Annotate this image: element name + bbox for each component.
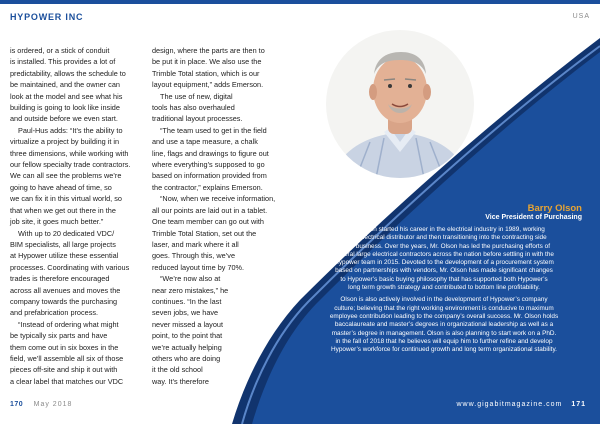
portrait-photo	[326, 30, 474, 178]
profile-bio	[306, 226, 582, 354]
text-line: seven jobs, we have	[152, 308, 219, 318]
text-line: processes. Coordinating with various	[10, 262, 130, 272]
text-line: be maintained, and the owner can	[10, 80, 120, 90]
left-eye	[388, 84, 392, 88]
country-label: USA	[572, 13, 590, 20]
issue-date: May 2018	[33, 401, 73, 408]
text-line: One team member can go out with	[152, 217, 264, 227]
text-line: at Hypower utilize these essential	[10, 251, 119, 261]
text-line: is ordered, or a stick of conduit	[10, 46, 110, 55]
text-line: near zero mistakes,” he	[152, 285, 229, 295]
text-line: we’re actually helping	[152, 342, 222, 352]
text-line: we can fix it in this virtual world, so	[10, 194, 122, 204]
brand-header: HYPOWER INC	[10, 12, 84, 22]
text-line: traditional layout processes.	[152, 114, 243, 124]
bio-line: culture; believing that the right working environment is conducive to maximum	[334, 304, 554, 312]
text-line: that when we get out there in the	[10, 205, 116, 215]
text-line: three dimensions, while working with	[10, 148, 129, 158]
text-line: We can all see the problems we’re	[10, 171, 122, 181]
text-line: our fellow specialty trade contractors.	[10, 160, 131, 170]
text-line: Trimble Total station, which is our	[152, 68, 260, 78]
text-line: predictability, allows the schedule to	[10, 68, 126, 78]
text-line: and outside before we even start.	[10, 114, 118, 124]
text-line: “Instead of ordering what might	[18, 319, 119, 329]
text-line: pieces off-site and ship it out with	[10, 365, 118, 375]
text-line: building is going to look like inside	[10, 103, 120, 113]
article-column-2	[152, 45, 281, 387]
text-line: a clear label that matches our VDC	[10, 376, 124, 386]
text-line: continues. “In the last	[152, 296, 222, 306]
text-line: based on information provided from	[152, 171, 267, 181]
bio-line: to Hypower’s basic buying philosophy that has supported both Hypower’s	[340, 275, 548, 283]
text-line: across all avenues and moves the	[10, 285, 121, 295]
text-line: design, where the parts are then to	[152, 46, 265, 55]
text-line: tools has also overhauled	[152, 103, 235, 113]
bio-line: employee contribution leading to the company’s overall success. Mr. Olson holds	[329, 312, 559, 320]
footer-right	[456, 401, 586, 408]
bio-line: of the business. Over the years, Mr. Olson has led the purchasing efforts of	[338, 242, 550, 250]
text-line: With up to 20 dedicated VDC/	[18, 228, 115, 238]
text-line: Paul-Hus adds: “It’s the ability to	[18, 125, 123, 135]
text-line: look at the model and see what his	[10, 91, 123, 101]
profile-name: Barry Olson	[527, 203, 582, 214]
bio-line: Hypower team in 2015. Devoted to the development of a procurement system	[334, 259, 554, 267]
text-line: line, flags and drawings to figure out	[152, 148, 269, 158]
text-line: company towards the purchasing	[10, 296, 118, 306]
page-number-right: 171	[571, 401, 586, 408]
bio-line: baccalaureate and master’s degrees in organizational leadership as well as a	[334, 321, 554, 329]
text-line: Trimble Total Station, set out the	[152, 228, 257, 238]
text-line: trades is therefore encouraged	[10, 274, 110, 284]
text-line: The use of new, digital	[160, 91, 233, 101]
bio-line: master’s degree in management. Olson is also planning to start work on a PhD.	[331, 329, 557, 337]
text-line: reduced layout time by 70%.	[152, 262, 245, 272]
profile-title: Vice President of Purchasing	[485, 214, 582, 221]
text-line: never missed a layout	[152, 319, 223, 329]
text-line: laser, and mark where it all	[152, 239, 239, 249]
page-number-left: 170	[10, 401, 24, 408]
text-line: be put it in place. We also use the	[152, 57, 262, 67]
text-line: “We’re now also at	[160, 274, 221, 284]
text-line: is installed. This provides a lot of	[10, 57, 116, 67]
text-line: and prefabrication process.	[10, 308, 99, 318]
text-line: be typically six parts and have	[10, 331, 108, 341]
bio-line: Olson is also actively involved in the development of Hypower’s company	[340, 296, 548, 304]
text-line: where everything’s supposed to go	[152, 160, 265, 170]
text-line: “The team used to get in the field	[160, 125, 267, 135]
portrait-illustration	[326, 30, 474, 178]
article-column-1	[10, 45, 141, 387]
text-line: all our points are laid out in a tablet.	[152, 205, 268, 215]
text-line: way. It’s therefore	[152, 376, 209, 386]
bio-line: long term growth strategy and contributed to bottom line profitability.	[348, 284, 540, 292]
text-line: them come out in six boxes in the	[10, 342, 119, 352]
text-line: and use a tape measure, a chalk	[152, 137, 258, 147]
bio-line: several large electrical contractors across the nation before settling in with the	[334, 250, 554, 258]
bio-line: Hypower’s workforce for continued growth and long term organizational stability.	[331, 346, 557, 354]
text-line: job site, it goes much better.”	[10, 217, 104, 227]
text-line: virtualize a project by building it in	[10, 137, 120, 147]
face-shape	[373, 57, 427, 123]
text-line: field, we’ll assemble all six of those	[10, 353, 124, 363]
text-line: point, to the point that	[152, 331, 223, 341]
text-line: layout equipment,” adds Emerson.	[152, 80, 264, 90]
bio-line: in the fall of 2018 that he believes will equip him to further refine and develop	[335, 337, 553, 345]
bio-line: for an electrical distributor and then transitioning into the contracting side	[341, 234, 547, 242]
text-line: it the old school	[152, 365, 203, 375]
left-ear	[369, 84, 377, 100]
text-line: going to have ahead of time, so	[10, 182, 112, 192]
text-line: BIM specialists, all large projects	[10, 239, 116, 249]
bio-line: Barry Olson started his career in the electrical industry in 1989, working	[343, 226, 545, 233]
magazine-url[interactable]: www.gigabitmagazine.com	[456, 401, 563, 408]
top-accent-bar	[0, 0, 600, 4]
footer-left	[10, 401, 72, 408]
text-line: goes. Through this, we’ve	[152, 251, 236, 261]
text-line: the contractor,” explains Emerson.	[152, 182, 263, 192]
text-line: “Now, when we receive information,	[160, 194, 276, 204]
bio-line: based on partnerships with vendors, Mr. Olson has made significant changes	[335, 267, 553, 275]
right-eye	[408, 84, 412, 88]
text-line: others who are doing	[152, 353, 221, 363]
right-ear	[423, 84, 431, 100]
